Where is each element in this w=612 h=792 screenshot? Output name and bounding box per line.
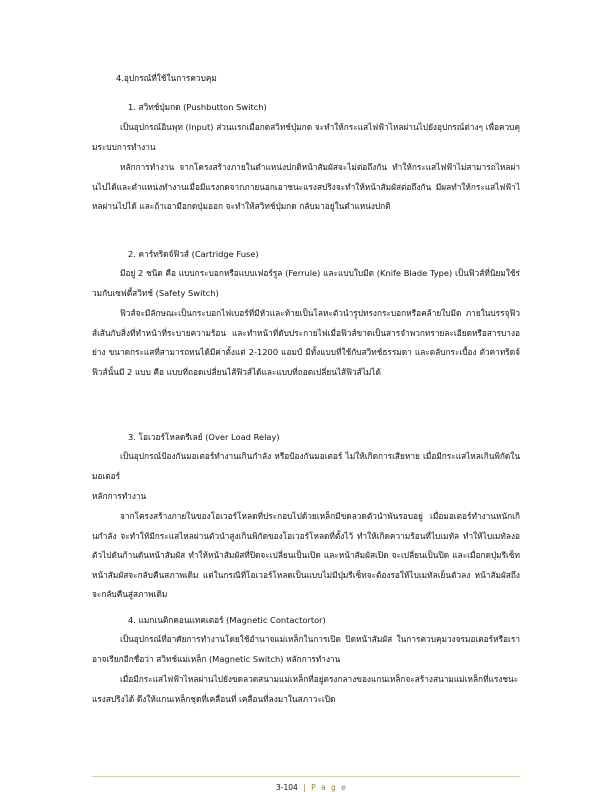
page-number: 3-104 — [276, 783, 298, 792]
footer-separator: | — [303, 783, 306, 792]
item-4-paragraph-1: เป็นอุปกรณ์ที่อาศัยการทำงานโดยใช้อำนาจแม่เหล็กในการเปิด ปิดหน้าสัมผัส ในการควบคุมวงจรมอเตอร์หรือเราอาจเรียกอีกชื่อว่า สวิทช์แม่เหล็ก (Magnetic Switch) หลักการทำงาน — [92, 634, 520, 664]
item-3-heading: 3. โอเวอร์โหลดรีเลย์ (Over Load Relay) — [128, 432, 280, 442]
page-footer — [276, 783, 347, 792]
item-3-paragraph-2: จากโครงสร้างภายในของโอเวอร์โหลดที่ประกอบไปด้วยเหล็กมีขดลวดตัวนำพันรอบอยู่ เมื่อมอเตอร์ทำงานหนักเกินกำลัง จะทำให้มีกระแสไหลผ่านตัวนำสูงเกินพิกัดของโอเวอร์โหลดที่ตั้งไว้ ทำให้เกิดความร้อนที่ไบเมทัล ทำให้ไบเมทัลงอตัวไปดันก้านดันหน้าสัมผัส ทำให้หน้าสัมผัสที่ปิดจะเปลี่ยนเป็นเปิด และหน้าสัมผัสเปิด จะเปลี่ยนเป็นปิด และเมื่อกดปุ่มรีเซ็ทหน้าสัมผัสจะกลับคืนสภาพเดิม แต่ในกรณีที่โอเวอร์โหลดเป็นแบบไม่มีปุ่มรีเซ็ทจะต้องรอให้ไบเมทัลเย็นตัวลง หน้าสัมผัสถึงจะกลับคืนสู่สภาพเดิม — [92, 511, 520, 600]
page-word: P a g e — [311, 783, 348, 792]
item-1-heading: 1. สวิทช์ปุ่มกด (Pushbutton Switch) — [128, 102, 267, 112]
item-2-paragraph-2: ฟิวส์จะมีลักษณะเป็นกระบอกไฟเบอร์ที่มีหัวและท้ายเป็นโลหะตัวนำรูปทรงกระบอกหรือคล้ายใบมีด ภายในบรรจุฟิวส์เส้นกับสิ่งที่ทำหน้าที่ระบายความร้อน และทำหน้าที่ดับประกายไฟเมื่อฟิวส์ขาดเป็นสารจำพวกทรายละเอียดหรือสารบางอย่าง ขนาดกระแสที่สามารถทนได้มีค่าตั้งแต่ 2-1200 แอมป์ มีทั้งแบบที่ใช้กับสวิทช์ธรรมดา และตลับกระเบื้อง ตัวคาทริดจ์ฟิวส์นั้นมี 2 แบบ คือ แบบที่ถอดเปลี่ยนไส้ฟิวส์ได้และแบบที่ถอดเปลี่ยนไส้ฟิวส์ไม่ได้ — [92, 308, 520, 377]
item-4-heading: 4. แมกเนติกคอนแทคเตอร์ (Magnetic Contactortor) — [128, 615, 326, 625]
item-3-principle-label: หลักการทำงาน — [92, 491, 147, 501]
section-title: 4.อุปกรณ์ที่ใช้ในการควบคุม — [116, 73, 217, 83]
item-1-paragraph-1: เป็นอุปกรณ์อินพุท (Input) ส่วนแรกเมื่อกดสวิทช์ปุ่มกด จะทำให้กระแสไฟฟ้าไหลผ่านไปยังอุปกรณ์ต่างๆ เพื่อควบคุมระบบการทำงาน — [92, 122, 520, 152]
footer-divider — [92, 776, 520, 777]
item-2-heading: 2. คาร์ทริดจ์ฟิวส์ (Cartridge Fuse) — [128, 249, 259, 259]
item-1-paragraph-2: หลักการทำงาน จากโครงสร้างภายในตำแหน่งปกติหน้าสัมผัสจะไม่ต่อถึงกัน ทำให้กระแสไฟฟ้าไม่สามารถไหลผ่านไปได้และตำแหน่งทำงานเมื่อมีแรงกดจากภายนอกเอาชนะแรงสปริงจะทำให้หน้าสัมผัสต่อถึงกัน มีผลทำให้กระแสไฟฟ้าไหลผ่านไปได้ และถ้าเอามือกดปุ่มออก จะทำให้สวิทช์ปุ่มกด กลับมาอยู่ในตำแหน่งปกติ — [92, 162, 520, 212]
item-4-paragraph-2: เมื่อมีกระแสไฟฟ้าไหลผ่านไปยังขดลวดสนามแม่เหล็กที่อยู่ตรงกลางของแกนเหล็กจะสร้างสนามแม่เหล็กที่แรงชนะแรงสปริงได้ ดึงให้แกนเหล็กชุดที่เคลื่อนที่ เคลื่อนที่ลงมาในสภาวะเปิด — [92, 674, 519, 704]
item-3-paragraph-1: เป็นอุปกรณ์ป้องกันมอเตอร์ทำงานเกินกำลัง หรือป้องกันมอเตอร์ ไม่ให้เกิดการเสียหาย เมื่อมีกระแสไหลเกินพิกัดในมอเตอร์ — [92, 451, 520, 481]
item-2-paragraph-1: มีอยู่ 2 ชนิด คือ แบบกระบอกหรือแบบเฟอร์รูล (Ferrule) และแบบใบมีด (Knife Blade Type) เป็นฟิวส์ที่นิยมใช้ร่วมกับเซฟตี้สวิทช์ (Safety Switch) — [92, 268, 520, 298]
